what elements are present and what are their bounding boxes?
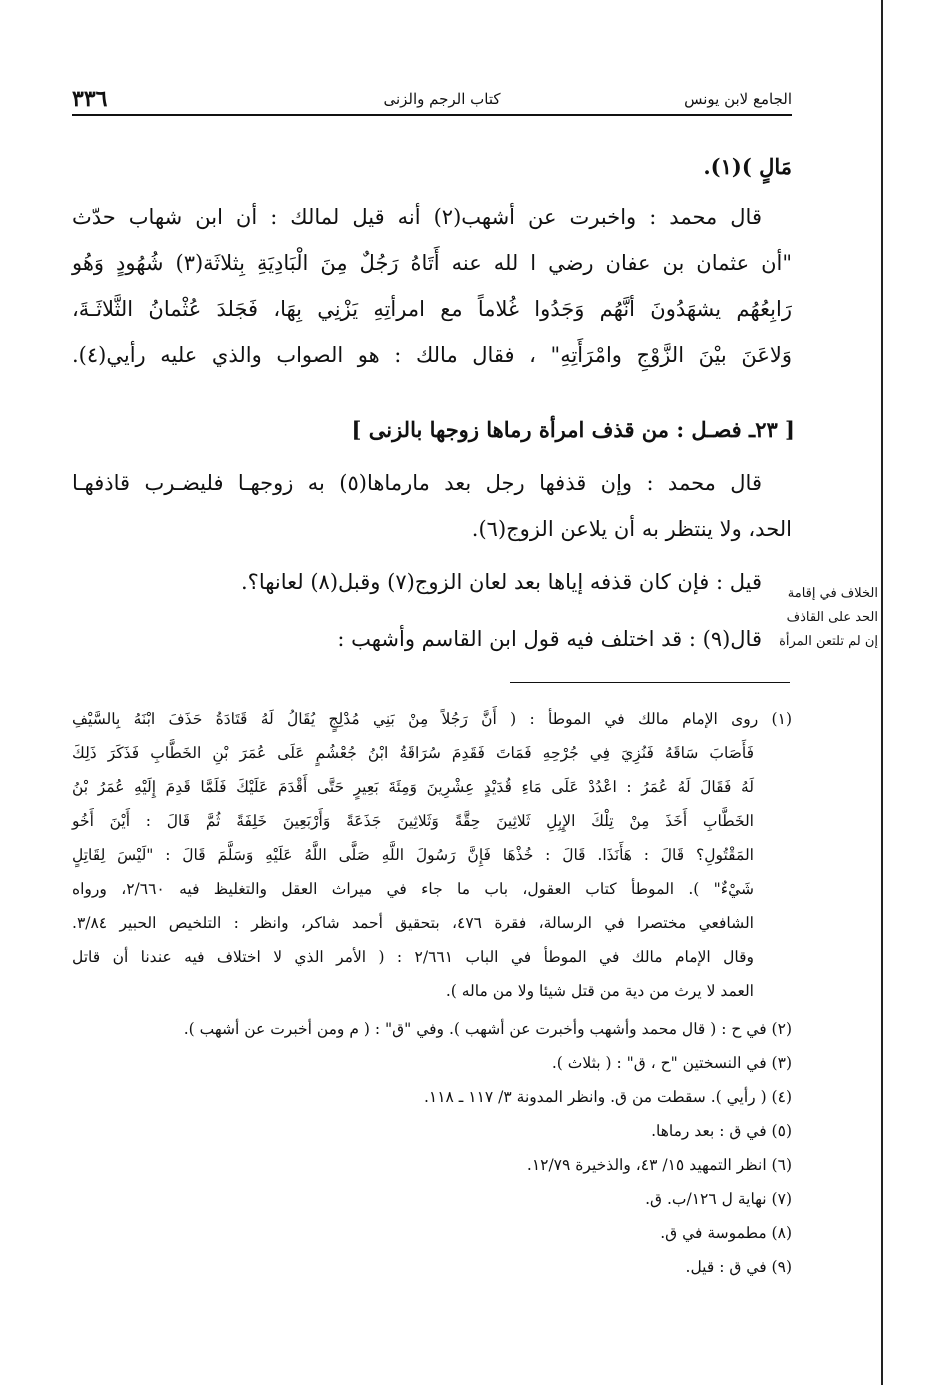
margin-note: [779, 582, 878, 654]
footnote-line: المَقْتُولِ؟ قَالَ : هَأَنَذَا. قَالَ : خُذْهَا فَإِنَّ رَسُولَ اللَّهِ صَلَّى اللَّهُ عَلَيْهِ وَسَلَّمَ قَالَ : "لَيْسَ لِقَاتِلٍ: [72, 846, 754, 864]
footnote-line: (٤) ( رأيي ). سقطت من ق. وانظر المدونة ٣/ ١١٧ ـ ١١٨.: [423, 1088, 792, 1106]
footnote-line: الشافعي مختصرا في الرسالة، فقرة ٤٧٦، بتحقيق أحمد شاكر، وانظر : التلخيص الحبير ٣/٨٤.: [72, 914, 754, 932]
footnote-separator: [510, 682, 790, 683]
running-header: [72, 86, 792, 112]
page-edge-rule: [881, 0, 883, 1385]
text-line: قال(٩) : قد اختلف فيه قول ابن القاسم وأشهب :: [337, 627, 762, 651]
margin-note-line: الخلاف في إقامة: [787, 586, 878, 601]
header-rule: [72, 114, 792, 116]
footnote-line: فَأَصَابَ سَاقَهُ فَنُزِيَ فِي جُرْحِهِ فَمَاتَ فَقَدِمَ سُرَاقَةُ ابْنُ جُعْشُمٍ عَلَى عُمَرَ بْنِ الخَطَّابِ فَذَكَرَ ذَلِكَ: [72, 744, 754, 762]
footnote-line: (٨) مطموسة في ق.: [660, 1224, 792, 1242]
margin-note-line: الحد على القاذف: [786, 610, 878, 625]
footnote-line: (٢) في ح : ( قال محمد وأشهب وأخبرت عن أشهب ). وفي "ق" : ( م ومن أخبرت عن أشهب ).: [183, 1020, 792, 1038]
text-line: وَلاعَنَ بيْنَ الزَّوْجِ وامْرَأَتِهِ" ، فقال مالك : هو الصواب والذي عليه رأيي(٤).: [72, 343, 792, 367]
margin-note-line: إن لم تلتعن المرأة: [779, 634, 878, 649]
footnote-line: (٧) نهاية ل ١٢٦/ب. ق.: [645, 1190, 792, 1208]
footnote-line: وقال الإمام مالك في الموطأ في الباب ٢/٦٦١ : ( الأمر الذي لا اختلاف فيه عندنا أن قاتل: [72, 948, 754, 966]
header-chapter-title: كتاب الرجم والزنى: [383, 90, 501, 108]
footnote-line: (٣) في النسختين "ح ، ق" : ( بثلاث ).: [551, 1054, 792, 1072]
text-line: رَابِعُهُم يشهَدُونَ أنَّهُم وَجَدُوا غُلاماً مع امرأتِهِ يَزْنِي بِهَا، فَجَلدَ عُثْمانُ الثَّلاثَـةَ،: [72, 297, 792, 321]
text-line: مَالٍ )(١).: [703, 154, 792, 179]
text-line: الحد، ولا ينتظر به أن يلاعن الزوج(٦).: [471, 517, 792, 541]
text-line: قال محمد : وإن قذفها رجل بعد مارماها(٥) به زوجهـا فليضـرب قاذفهـا: [72, 471, 762, 495]
footnote-line: شَيْءٌ" ). الموطأ كتاب العقول، باب ما جاء في ميراث العقل والتغليظ فيه ٢/٦٦٠، ورواه: [72, 880, 755, 898]
page-number: ٣٣٦: [72, 86, 108, 112]
text-line: قيل : فإن كان قذفه إياها بعد لعان الزوج(٧) وقبل(٨) لعانها؟.: [241, 570, 762, 594]
footnote-line: العمد لا يرث من دية من قتل شيئا ولا من ماله ).: [445, 982, 754, 1000]
footnote-line: (٦) انظر التمهيد ١٥/ ٤٣، والذخيرة ١٢/٧٩.: [526, 1156, 792, 1174]
footnote-line: (١) روى الإمام مالك في الموطأ : ( أَنَّ رَجُلاً مِنْ بَنِي مُدْلِجٍ يُقَالُ لَهُ قَتَادَةُ حَذَفَ ابْنَهُ بِالسَّيْفِ: [72, 710, 792, 728]
text-line: "أن عثمان بن عفان رضي ا لله عنه أَتَاهُ رَجُلٌ مِنَ الْبَادِيَةِ بِثلاثَة(٣) شُهُودٍ وَهُو: [72, 251, 792, 275]
footnote-line: (٩) في ق : قيل.: [685, 1258, 792, 1276]
footnote-line: (٥) في ق : بعد رماها.: [651, 1122, 792, 1140]
footnote-line: لَهُ فَقَالَ لَهُ عُمَرُ : اعْدُدْ عَلَى مَاءِ قُدَيْدٍ عِشْرِينَ وَمِئَةَ بَعِيرٍ حَتَّى أَقْدَمَ عَلَيْكَ فَلَمَّا قَدِمَ إِلَيْهِ عُمَرُ بْنُ: [72, 778, 754, 796]
header-book-title: الجامع لابن يونس: [684, 90, 792, 108]
section-heading: [ ٢٣ـ فصـل : من قذف امرأة رماها زوجها بالزنى ]: [351, 417, 795, 442]
text-line: قال محمد : واخبرت عن أشهب(٢) أنه قيل لمالك : أن ابن شهاب حدّث: [72, 205, 762, 229]
footnote-line: الخَطَّابِ أَخَذَ مِنْ تِلْكَ الإِبِلِ ثَلاثِينَ حِقَّةً وَثَلاثِينَ جَذَعَةً وَأَرْبَعِينَ خَلِفَةً ثُمَّ قَالَ : أَيْنَ أَخُو: [72, 812, 754, 830]
